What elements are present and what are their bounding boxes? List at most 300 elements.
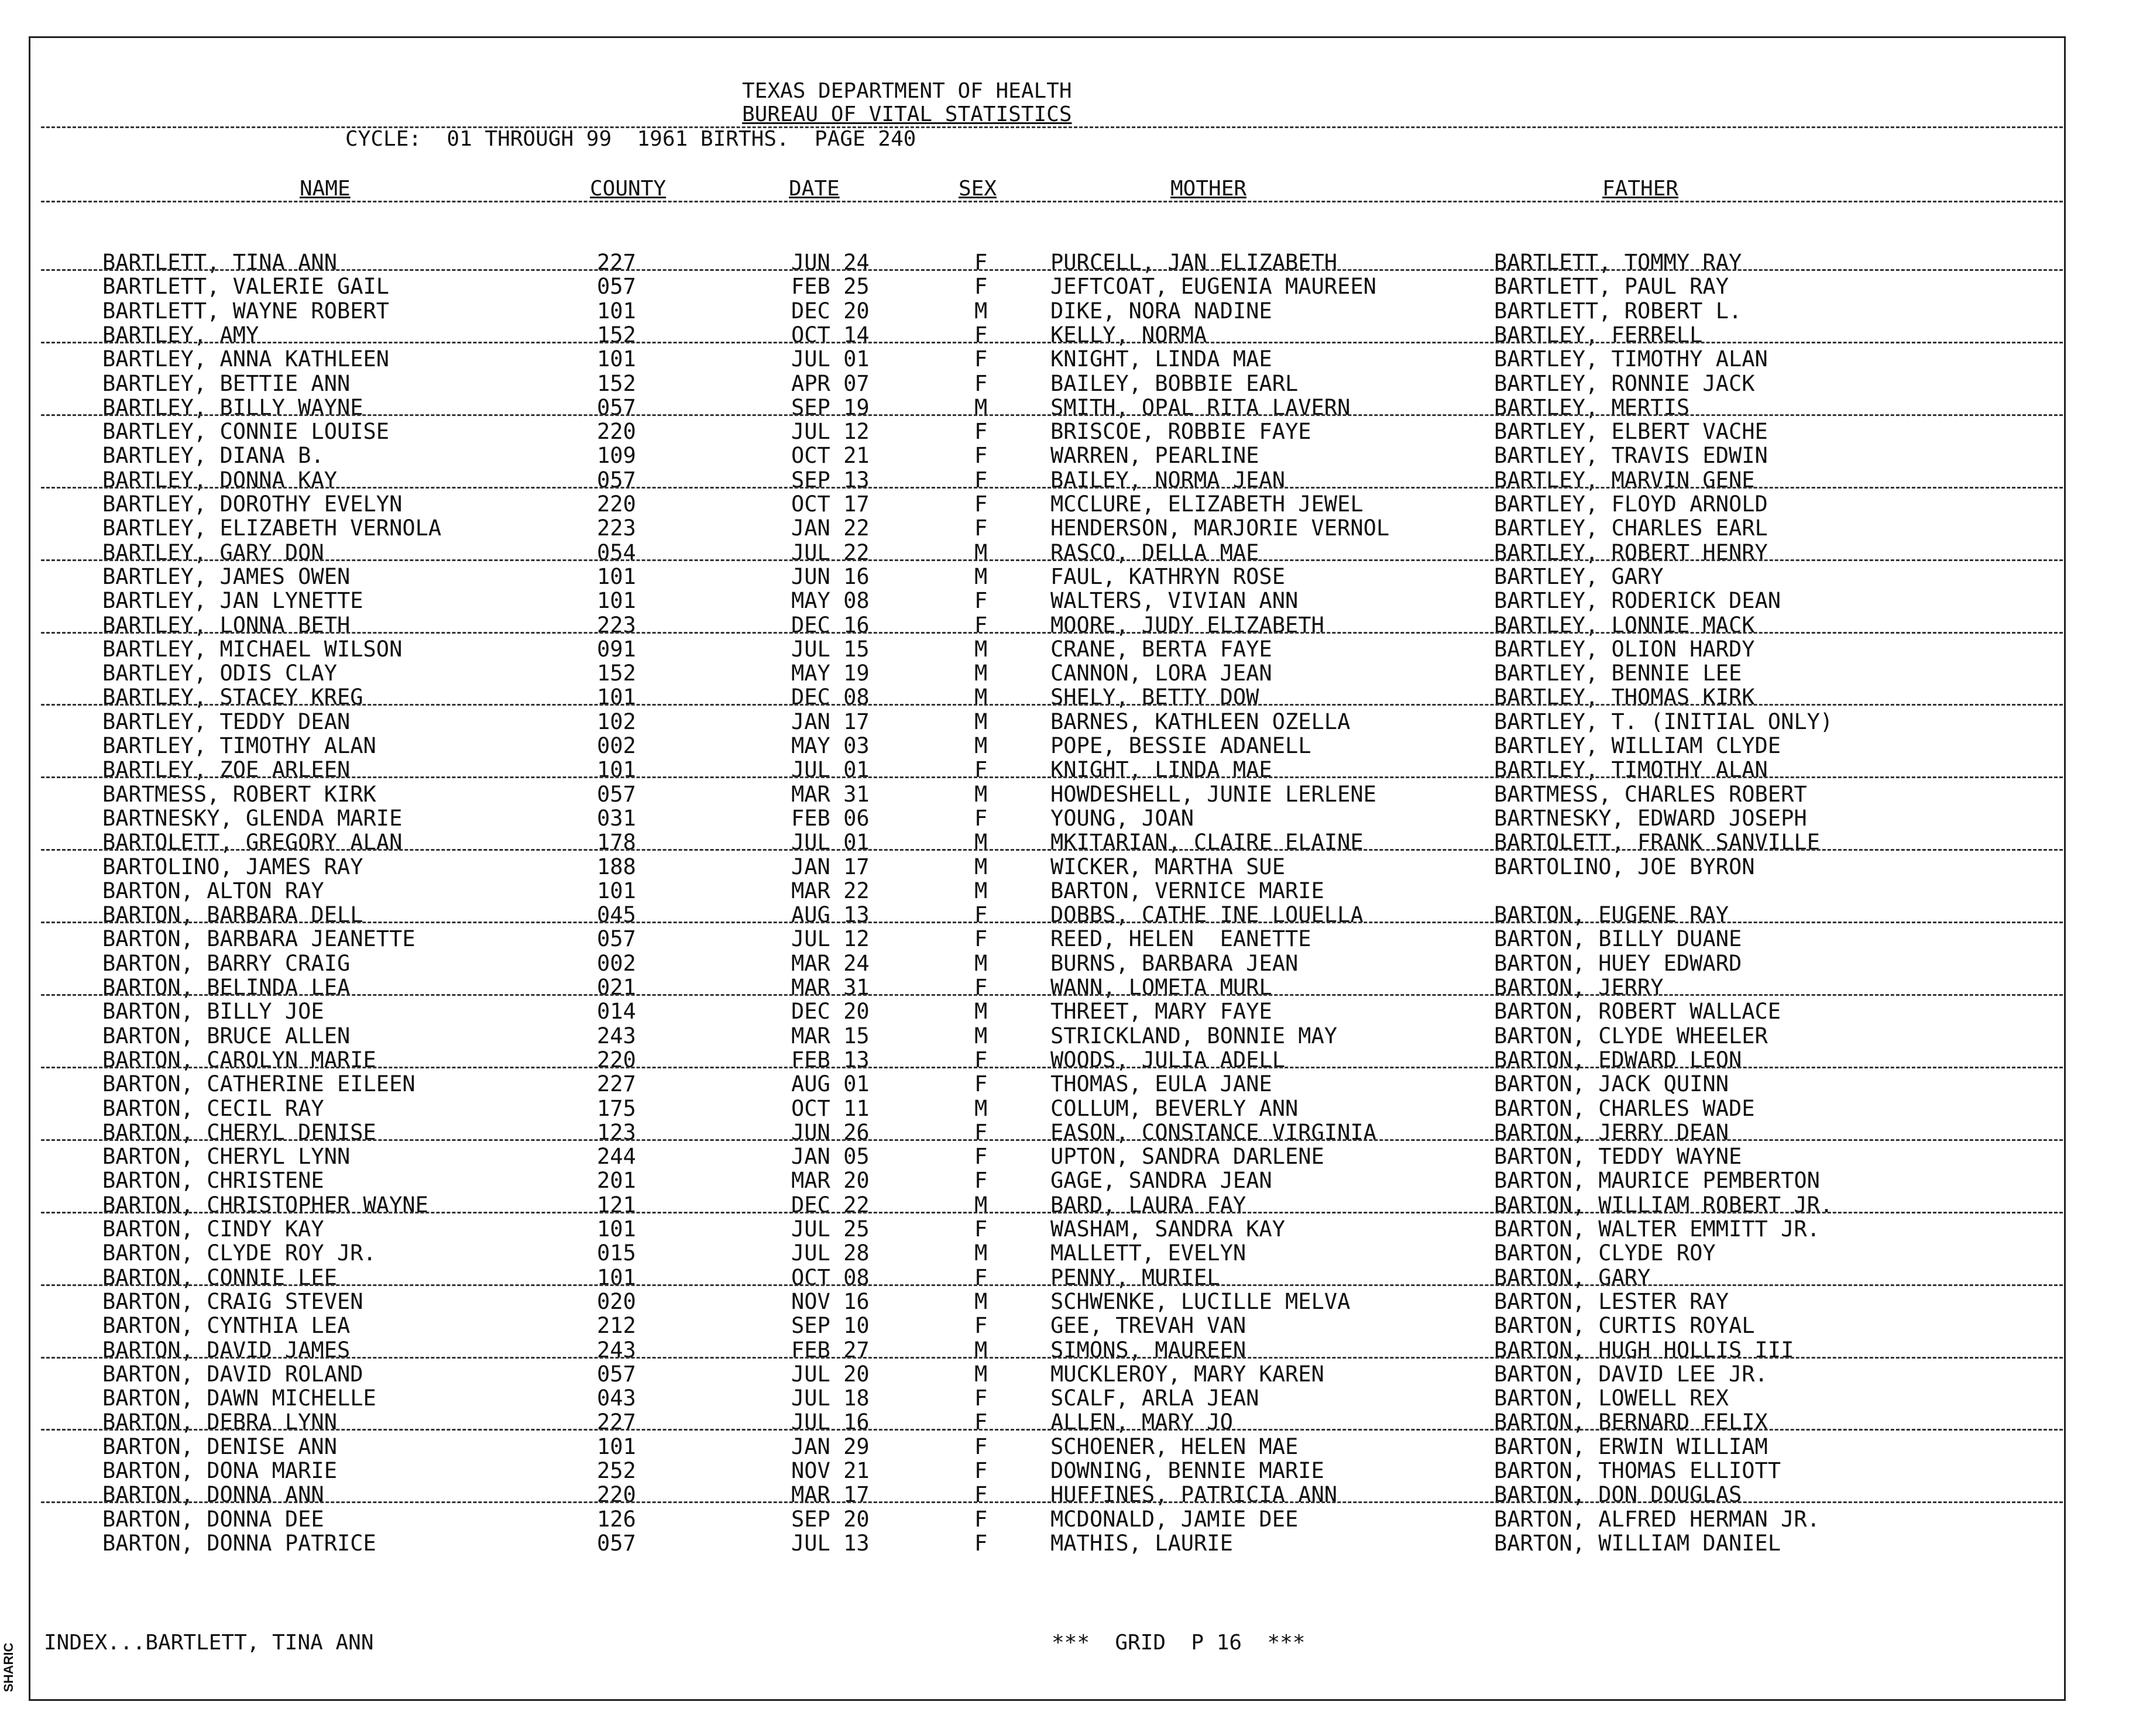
grid-footer: *** GRID P 16 *** bbox=[1052, 1631, 1306, 1655]
cell-father: BARTON, DAVID LEE JR. bbox=[1494, 1361, 1768, 1387]
cell-mother: MALLETT, EVELYN bbox=[1050, 1240, 1246, 1266]
cell-father: BARTON, WALTER EMMITT JR. bbox=[1494, 1216, 1820, 1242]
cell-name: BARTON, DENISE ANN bbox=[102, 1434, 337, 1459]
cell-date: MAY 03 bbox=[791, 733, 870, 758]
cell-mother: DIKE, NORA NADINE bbox=[1050, 298, 1272, 324]
cell-father: BARTLEY, ELBERT VACHE bbox=[1494, 419, 1768, 445]
cell-sex: F bbox=[974, 902, 988, 928]
cell-name: BARTON, CHERYL DENISE bbox=[102, 1119, 376, 1145]
cell-father: BARTON, HUGH HOLLIS III bbox=[1494, 1337, 1794, 1363]
cell-mother: SMITH, OPAL RITA LAVERN bbox=[1050, 394, 1351, 420]
cell-father: BARTON, MAURICE PEMBERTON bbox=[1494, 1168, 1820, 1194]
cell-county: 101 bbox=[597, 757, 636, 783]
cell-county: 002 bbox=[597, 733, 636, 758]
cell-date: DEC 08 bbox=[791, 685, 870, 710]
cell-name: BARTLEY, DOROTHY EVELYN bbox=[102, 491, 403, 517]
cell-name: BARTLETT, VALERIE GAIL bbox=[102, 274, 390, 300]
cell-county: 015 bbox=[597, 1240, 636, 1266]
cell-county: 244 bbox=[597, 1144, 636, 1170]
row-group-rule bbox=[41, 1501, 2063, 1503]
table-row bbox=[0, 710, 2136, 734]
cell-date: AUG 13 bbox=[791, 902, 870, 928]
row-group-rule bbox=[41, 1139, 2063, 1141]
cell-date: DEC 20 bbox=[791, 298, 870, 324]
column-header-rule bbox=[41, 201, 2063, 202]
cell-date: JAN 05 bbox=[791, 1144, 870, 1170]
cell-name: BARTLEY, DIANA B. bbox=[102, 443, 324, 469]
cell-name: BARTOLINO, JAMES RAY bbox=[102, 854, 363, 879]
cell-father: BARTON, WILLIAM ROBERT JR. bbox=[1494, 1192, 1833, 1218]
cell-county: 243 bbox=[597, 1337, 636, 1363]
cell-mother: MKITARIAN, CLAIRE ELAINE bbox=[1050, 830, 1364, 855]
cell-date: MAR 22 bbox=[791, 878, 870, 903]
cell-date: JAN 17 bbox=[791, 854, 870, 879]
cell-sex: F bbox=[974, 1530, 988, 1556]
table-row bbox=[0, 1072, 2136, 1096]
cell-father: BARTLEY, WILLIAM CLYDE bbox=[1494, 733, 1781, 758]
cell-father: BARTON, CURTIS ROYAL bbox=[1494, 1313, 1755, 1339]
cell-mother: DOWNING, BENNIE MARIE bbox=[1050, 1458, 1324, 1483]
cell-father: BARTLEY, TRAVIS EDWIN bbox=[1494, 443, 1768, 469]
table-row bbox=[0, 1168, 2136, 1192]
cell-county: 054 bbox=[597, 539, 636, 565]
cell-date: MAR 15 bbox=[791, 1023, 870, 1049]
cell-sex: F bbox=[974, 491, 988, 517]
cell-county: 043 bbox=[597, 1386, 636, 1411]
table-row bbox=[0, 1314, 2136, 1338]
table-row bbox=[0, 1241, 2136, 1265]
cell-sex: M bbox=[974, 830, 988, 855]
cell-name: BARTON, DAWN MICHELLE bbox=[102, 1386, 376, 1411]
cell-sex: F bbox=[974, 1482, 988, 1508]
cell-mother: SCHWENKE, LUCILLE MELVA bbox=[1050, 1288, 1351, 1314]
cell-father: BARTLETT, TOMMY RAY bbox=[1494, 250, 1742, 275]
cell-sex: M bbox=[974, 394, 988, 420]
cell-sex: F bbox=[974, 443, 988, 469]
cell-mother: PURCELL, JAN ELIZABETH bbox=[1050, 250, 1338, 275]
cell-name: BARTMESS, ROBERT KIRK bbox=[102, 781, 376, 807]
cell-county: 220 bbox=[597, 1047, 636, 1072]
cell-father: BARTLEY, FLOYD ARNOLD bbox=[1494, 491, 1768, 517]
cell-date: JUL 13 bbox=[791, 1530, 870, 1556]
cell-date: JAN 17 bbox=[791, 709, 870, 734]
cell-sex: M bbox=[974, 709, 988, 734]
cell-date: DEC 16 bbox=[791, 612, 870, 638]
cell-mother: PENNY, MURIEL bbox=[1050, 1264, 1220, 1290]
cell-mother: WALTERS, VIVIAN ANN bbox=[1050, 588, 1299, 614]
cell-date: SEP 13 bbox=[791, 467, 870, 493]
table-row bbox=[0, 1435, 2136, 1459]
cell-mother: BARD, LAURA FAY bbox=[1050, 1192, 1246, 1218]
cell-mother: SIMONS, MAUREEN bbox=[1050, 1337, 1246, 1363]
table-row bbox=[0, 661, 2136, 685]
cell-father: BARTLEY, T. (INITIAL ONLY) bbox=[1494, 709, 1833, 734]
table-row bbox=[0, 444, 2136, 467]
row-group-rule bbox=[41, 1067, 2063, 1068]
cell-date: OCT 14 bbox=[791, 322, 870, 348]
cell-county: 091 bbox=[597, 636, 636, 662]
table-row bbox=[0, 589, 2136, 613]
column-header-father: FATHER bbox=[1602, 177, 1679, 201]
cell-sex: F bbox=[974, 805, 988, 831]
cell-mother: BRISCOE, ROBBIE FAYE bbox=[1050, 419, 1311, 445]
cell-sex: M bbox=[974, 999, 988, 1025]
row-group-rule bbox=[41, 414, 2063, 416]
cell-sex: F bbox=[974, 975, 988, 1000]
cell-date: OCT 17 bbox=[791, 491, 870, 517]
cell-county: 227 bbox=[597, 250, 636, 275]
cell-county: 057 bbox=[597, 394, 636, 420]
cell-father: BARTON, THOMAS ELLIOTT bbox=[1494, 1458, 1781, 1483]
cell-mother: MATHIS, LAURIE bbox=[1050, 1530, 1233, 1556]
cell-mother: STRICKLAND, BONNIE MAY bbox=[1050, 1023, 1338, 1049]
cell-date: NOV 21 bbox=[791, 1458, 870, 1483]
cell-sex: M bbox=[974, 636, 988, 662]
cell-father: BARTON, TEDDY WAYNE bbox=[1494, 1144, 1742, 1170]
table-row bbox=[0, 347, 2136, 371]
side-label: SHARIC bbox=[1, 1642, 16, 1693]
cell-county: 102 bbox=[597, 709, 636, 734]
table-row bbox=[0, 1459, 2136, 1483]
cell-name: BARTLEY, ANNA KATHLEEN bbox=[102, 346, 390, 372]
cell-county: 220 bbox=[597, 1482, 636, 1508]
cell-father: BARTLEY, MERTIS bbox=[1494, 394, 1690, 420]
cell-county: 178 bbox=[597, 830, 636, 855]
cell-name: BARTLETT, WAYNE ROBERT bbox=[102, 298, 390, 324]
cell-mother: SCHOENER, HELEN MAE bbox=[1050, 1434, 1299, 1459]
cell-date: JUL 12 bbox=[791, 419, 870, 445]
row-group-rule bbox=[41, 776, 2063, 778]
cell-date: MAR 31 bbox=[791, 781, 870, 807]
cell-county: 057 bbox=[597, 1530, 636, 1556]
cell-county: 152 bbox=[597, 322, 636, 348]
index-footer: INDEX...BARTLETT, TINA ANN bbox=[44, 1631, 374, 1655]
cell-date: AUG 01 bbox=[791, 1071, 870, 1097]
cell-father: BARTOLETT, FRANK SANVILLE bbox=[1494, 830, 1820, 855]
cell-county: 201 bbox=[597, 1168, 636, 1194]
table-row bbox=[0, 372, 2136, 396]
cell-date: SEP 10 bbox=[791, 1313, 870, 1339]
cell-name: BARTON, CAROLYN MARIE bbox=[102, 1047, 376, 1072]
column-header-date: DATE bbox=[789, 177, 840, 201]
cell-father: BARTLEY, BENNIE LEE bbox=[1494, 661, 1742, 686]
cell-father: BARTON, GARY bbox=[1494, 1264, 1651, 1290]
cell-mother: BAILEY, BOBBIE EARL bbox=[1050, 370, 1299, 396]
cell-county: 220 bbox=[597, 491, 636, 517]
cell-mother: COLLUM, BEVERLY ANN bbox=[1050, 1095, 1299, 1121]
cell-county: 101 bbox=[597, 588, 636, 614]
cell-sex: M bbox=[974, 781, 988, 807]
cell-mother: THOMAS, EULA JANE bbox=[1050, 1071, 1272, 1097]
cell-county: 101 bbox=[597, 878, 636, 903]
table-row bbox=[0, 1290, 2136, 1314]
cell-name: BARTON, BARBARA DELL bbox=[102, 902, 363, 928]
cell-mother: GEE, TREVAH VAN bbox=[1050, 1313, 1246, 1339]
cell-mother: MUCKLEROY, MARY KAREN bbox=[1050, 1361, 1324, 1387]
cell-name: BARTON, DONNA DEE bbox=[102, 1506, 324, 1532]
cell-mother: BURNS, BARBARA JEAN bbox=[1050, 950, 1299, 976]
cell-father: BARTON, WILLIAM DANIEL bbox=[1494, 1530, 1781, 1556]
cell-name: BARTON, DONA MARIE bbox=[102, 1458, 337, 1483]
cell-mother: WANN, LOMETA MURL bbox=[1050, 975, 1272, 1000]
cell-name: BARTON, DONNA ANN bbox=[102, 1482, 324, 1508]
cell-sex: F bbox=[974, 419, 988, 445]
cell-date: JUL 28 bbox=[791, 1240, 870, 1266]
cell-name: BARTLEY, STACEY KREG bbox=[102, 685, 363, 710]
cell-name: BARTLETT, TINA ANN bbox=[102, 250, 337, 275]
cell-name: BARTLEY, GARY DON bbox=[102, 539, 324, 565]
cell-name: BARTON, CATHERINE EILEEN bbox=[102, 1071, 415, 1097]
cell-sex: M bbox=[974, 539, 988, 565]
cell-father: BARTON, HUEY EDWARD bbox=[1494, 950, 1742, 976]
cell-name: BARTLEY, ELIZABETH VERNOLA bbox=[102, 515, 442, 541]
cell-father: BARTMESS, CHARLES ROBERT bbox=[1494, 781, 1807, 807]
cell-father: BARTOLINO, JOE BYRON bbox=[1494, 854, 1755, 879]
cell-date: FEB 25 bbox=[791, 274, 870, 300]
cell-date: JUN 16 bbox=[791, 563, 870, 589]
cell-sex: F bbox=[974, 588, 988, 614]
column-header-name: NAME bbox=[300, 177, 351, 201]
cell-date: JAN 22 bbox=[791, 515, 870, 541]
cell-father: BARTLEY, FERRELL bbox=[1494, 322, 1703, 348]
row-group-rule bbox=[41, 704, 2063, 706]
cell-sex: M bbox=[974, 1192, 988, 1218]
cell-date: FEB 13 bbox=[791, 1047, 870, 1072]
cell-sex: M bbox=[974, 298, 988, 324]
table-row bbox=[0, 565, 2136, 589]
cell-name: BARTON, CHRISTOPHER WAYNE bbox=[102, 1192, 428, 1218]
cell-county: 243 bbox=[597, 1023, 636, 1049]
cell-sex: F bbox=[974, 515, 988, 541]
cell-date: MAR 20 bbox=[791, 1168, 870, 1194]
cell-mother: FAUL, KATHRYN ROSE bbox=[1050, 563, 1285, 589]
cell-county: 057 bbox=[597, 467, 636, 493]
cell-father: BARTON, CLYDE WHEELER bbox=[1494, 1023, 1768, 1049]
table-row bbox=[0, 516, 2136, 540]
cell-mother: MCDONALD, JAMIE DEE bbox=[1050, 1506, 1299, 1532]
cell-mother: HOWDESHELL, JUNIE LERLENE bbox=[1050, 781, 1376, 807]
cell-sex: F bbox=[974, 1386, 988, 1411]
cell-mother: GAGE, SANDRA JEAN bbox=[1050, 1168, 1272, 1194]
cell-date: JUL 12 bbox=[791, 926, 870, 952]
cell-father: BARTON, LESTER RAY bbox=[1494, 1288, 1729, 1314]
cell-sex: F bbox=[974, 1144, 988, 1170]
cell-father: BARTON, ERWIN WILLIAM bbox=[1494, 1434, 1768, 1459]
table-row bbox=[0, 734, 2136, 758]
cell-father: BARTON, JACK QUINN bbox=[1494, 1071, 1729, 1097]
cell-name: BARTON, DAVID ROLAND bbox=[102, 1361, 363, 1387]
cell-name: BARTON, CLYDE ROY JR. bbox=[102, 1240, 376, 1266]
cell-county: 152 bbox=[597, 370, 636, 396]
cell-sex: F bbox=[974, 1410, 988, 1435]
cell-name: BARTON, CHERYL LYNN bbox=[102, 1144, 351, 1170]
cell-sex: F bbox=[974, 370, 988, 396]
cell-date: MAR 24 bbox=[791, 950, 870, 976]
table-row bbox=[0, 855, 2136, 879]
cell-county: 220 bbox=[597, 419, 636, 445]
cell-mother: SCALF, ARLA JEAN bbox=[1050, 1386, 1259, 1411]
table-row bbox=[0, 1386, 2136, 1410]
cell-county: 057 bbox=[597, 1361, 636, 1387]
cell-name: BARTLEY, BETTIE ANN bbox=[102, 370, 351, 396]
cell-date: JUL 25 bbox=[791, 1216, 870, 1242]
table-row bbox=[0, 1024, 2136, 1048]
cell-mother: HENDERSON, MARJORIE VERNOL bbox=[1050, 515, 1390, 541]
cell-date: JUL 01 bbox=[791, 757, 870, 783]
cell-county: 045 bbox=[597, 902, 636, 928]
row-group-rule bbox=[41, 994, 2063, 996]
cell-name: BARTLEY, DONNA KAY bbox=[102, 467, 337, 493]
cell-father: BARTLEY, MARVIN GENE bbox=[1494, 467, 1755, 493]
cell-county: 227 bbox=[597, 1071, 636, 1097]
column-header-sex: SEX bbox=[959, 177, 997, 201]
cell-father: BARTLEY, RONNIE JACK bbox=[1494, 370, 1755, 396]
cell-sex: F bbox=[974, 1216, 988, 1242]
cell-name: BARTON, BELINDA LEA bbox=[102, 975, 351, 1000]
row-group-rule bbox=[41, 922, 2063, 923]
cell-name: BARTON, DEBRA LYNN bbox=[102, 1410, 337, 1435]
cell-county: 101 bbox=[597, 1264, 636, 1290]
cell-county: 101 bbox=[597, 1216, 636, 1242]
row-group-rule bbox=[41, 1429, 2063, 1431]
cell-date: JUL 16 bbox=[791, 1410, 870, 1435]
cell-father: BARTLEY, TIMOTHY ALAN bbox=[1494, 346, 1768, 372]
column-header-mother: MOTHER bbox=[1170, 177, 1247, 201]
cell-sex: M bbox=[974, 685, 988, 710]
cell-sex: M bbox=[974, 1240, 988, 1266]
table-row bbox=[0, 782, 2136, 806]
cell-sex: M bbox=[974, 1023, 988, 1049]
cell-father: BARTLEY, ROBERT HENRY bbox=[1494, 539, 1768, 565]
table-row bbox=[0, 1507, 2136, 1531]
cell-name: BARTLEY, JAMES OWEN bbox=[102, 563, 351, 589]
cell-father: BARTON, JERRY bbox=[1494, 975, 1664, 1000]
cell-sex: F bbox=[974, 322, 988, 348]
cell-father: BARTLEY, OLION HARDY bbox=[1494, 636, 1755, 662]
cell-county: 123 bbox=[597, 1119, 636, 1145]
cell-date: MAY 19 bbox=[791, 661, 870, 686]
cell-name: BARTLEY, CONNIE LOUISE bbox=[102, 419, 390, 445]
cell-county: 252 bbox=[597, 1458, 636, 1483]
cell-county: 188 bbox=[597, 854, 636, 879]
cell-mother: SHELY, BETTY DOW bbox=[1050, 685, 1259, 710]
cell-county: 212 bbox=[597, 1313, 636, 1339]
cell-father: BARTLEY, CHARLES EARL bbox=[1494, 515, 1768, 541]
cell-mother: EASON, CONSTANCE VIRGINIA bbox=[1050, 1119, 1376, 1145]
cell-father: BARTLEY, GARY bbox=[1494, 563, 1664, 589]
cell-date: OCT 08 bbox=[791, 1264, 870, 1290]
cell-sex: F bbox=[974, 757, 988, 783]
cell-sex: F bbox=[974, 1264, 988, 1290]
cell-date: DEC 22 bbox=[791, 1192, 870, 1218]
cell-name: BARTON, CHRISTENE bbox=[102, 1168, 324, 1194]
cell-sex: F bbox=[974, 926, 988, 952]
cell-father: BARTON, BERNARD FELIX bbox=[1494, 1410, 1768, 1435]
cell-sex: F bbox=[974, 1458, 988, 1483]
cell-name: BARTON, ALTON RAY bbox=[102, 878, 324, 903]
cell-mother: WASHAM, SANDRA KAY bbox=[1050, 1216, 1285, 1242]
cell-name: BARTLEY, JAN LYNETTE bbox=[102, 588, 363, 614]
cell-father: BARTLETT, ROBERT L. bbox=[1494, 298, 1742, 324]
cell-name: BARTON, BILLY JOE bbox=[102, 999, 324, 1025]
cell-name: BARTON, BRUCE ALLEN bbox=[102, 1023, 351, 1049]
cell-date: FEB 27 bbox=[791, 1337, 870, 1363]
cell-mother: KNIGHT, LINDA MAE bbox=[1050, 346, 1272, 372]
cell-date: SEP 20 bbox=[791, 1506, 870, 1532]
row-group-rule bbox=[41, 487, 2063, 489]
cell-county: 101 bbox=[597, 346, 636, 372]
cell-county: 031 bbox=[597, 805, 636, 831]
cell-date: SEP 19 bbox=[791, 394, 870, 420]
cell-father: BARTLEY, TIMOTHY ALAN bbox=[1494, 757, 1768, 783]
cell-mother: THREET, MARY FAYE bbox=[1050, 999, 1272, 1025]
row-group-rule bbox=[41, 269, 2063, 271]
cell-sex: M bbox=[974, 1361, 988, 1387]
cell-father: BARTON, ALFRED HERMAN JR. bbox=[1494, 1506, 1820, 1532]
cell-date: JUL 20 bbox=[791, 1361, 870, 1387]
cell-name: BARTNESKY, GLENDA MARIE bbox=[102, 805, 403, 831]
cell-sex: F bbox=[974, 1434, 988, 1459]
table-row bbox=[0, 1362, 2136, 1386]
cell-mother: JEFTCOAT, EUGENIA MAUREEN bbox=[1050, 274, 1376, 300]
table-row bbox=[0, 274, 2136, 298]
cell-mother: ALLEN, MARY JO bbox=[1050, 1410, 1233, 1435]
cell-county: 021 bbox=[597, 975, 636, 1000]
cell-name: BARTON, DAVID JAMES bbox=[102, 1337, 351, 1363]
cell-name: BARTON, BARRY CRAIG bbox=[102, 950, 351, 976]
cell-sex: M bbox=[974, 1288, 988, 1314]
row-group-rule bbox=[41, 342, 2063, 343]
cell-date: JUL 22 bbox=[791, 539, 870, 565]
cell-mother: WOODS, JULIA ADELL bbox=[1050, 1047, 1285, 1072]
table-row bbox=[0, 999, 2136, 1023]
table-row bbox=[0, 637, 2136, 661]
table-row bbox=[0, 299, 2136, 323]
cell-mother: DOBBS, CATHE INE LOUELLA bbox=[1050, 902, 1364, 928]
row-group-rule bbox=[41, 632, 2063, 634]
cell-date: JUN 26 bbox=[791, 1119, 870, 1145]
table-row bbox=[0, 879, 2136, 903]
cell-mother: BARTON, VERNICE MARIE bbox=[1050, 878, 1324, 903]
cell-date: NOV 16 bbox=[791, 1288, 870, 1314]
cell-name: BARTON, CYNTHIA LEA bbox=[102, 1313, 351, 1339]
cell-mother: RASCO, DELLA MAE bbox=[1050, 539, 1259, 565]
cell-date: FEB 06 bbox=[791, 805, 870, 831]
cell-county: 175 bbox=[597, 1095, 636, 1121]
cell-name: BARTLEY, MICHAEL WILSON bbox=[102, 636, 403, 662]
cell-county: 101 bbox=[597, 685, 636, 710]
cell-sex: M bbox=[974, 1337, 988, 1363]
cell-county: 109 bbox=[597, 443, 636, 469]
cell-father: BARTLEY, RODERICK DEAN bbox=[1494, 588, 1781, 614]
cell-sex: F bbox=[974, 1313, 988, 1339]
header-rule bbox=[41, 126, 2063, 128]
table-row bbox=[0, 1144, 2136, 1168]
cell-county: 101 bbox=[597, 298, 636, 324]
cell-father: BARTLEY, LONNIE MACK bbox=[1494, 612, 1755, 638]
cell-sex: F bbox=[974, 1071, 988, 1097]
table-row bbox=[0, 1096, 2136, 1120]
cell-father: BARTON, JERRY DEAN bbox=[1494, 1119, 1729, 1145]
table-row bbox=[0, 806, 2136, 830]
cell-mother: WARREN, PEARLINE bbox=[1050, 443, 1259, 469]
cell-sex: F bbox=[974, 1047, 988, 1072]
row-group-rule bbox=[41, 559, 2063, 561]
cell-date: JAN 29 bbox=[791, 1434, 870, 1459]
cell-mother: BAILEY, NORMA JEAN bbox=[1050, 467, 1285, 493]
cell-sex: F bbox=[974, 1168, 988, 1194]
cell-mother: REED, HELEN EANETTE bbox=[1050, 926, 1311, 952]
